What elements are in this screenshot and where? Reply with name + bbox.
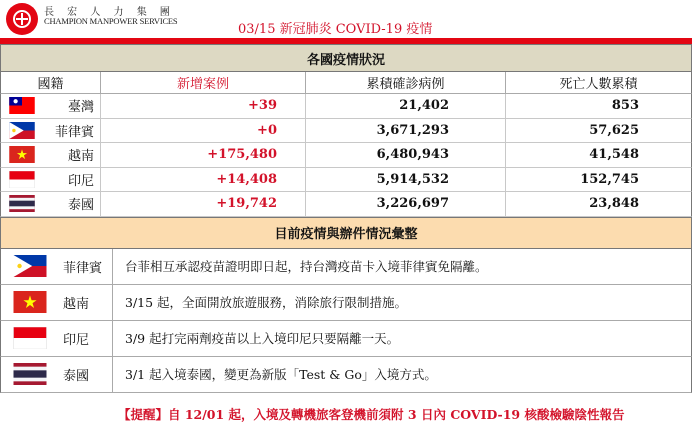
country-name: 印尼 (67, 173, 94, 189)
philippines-flag-icon (13, 255, 47, 277)
policy-text: 3/1 起入境泰國，變更為新版「Test & Go」入境方式。 (125, 367, 437, 382)
policy-country-cell (1, 285, 113, 320)
deaths-value: 57,625 (589, 122, 639, 138)
thailand-flag-icon (13, 363, 47, 385)
policy-country-name: 印尼 (63, 332, 90, 348)
country-name: 泰國 (67, 198, 94, 214)
country-name: 越南 (67, 149, 94, 165)
table-row (0, 94, 692, 119)
new-cases-value: +14,408 (101, 168, 306, 192)
logo-mark-icon (11, 8, 33, 30)
policy-row (0, 357, 692, 393)
table-row (0, 168, 692, 193)
new-cases-value: +175,480 (101, 143, 306, 167)
page-title: 03/15 新冠肺炎 COVID-19 疫情 (238, 22, 433, 37)
new-cases-value: +39 (101, 94, 306, 118)
new-cases-value: +0 (101, 119, 306, 143)
cumulative-cases-value: 5,914,532 (306, 168, 506, 192)
brand-name-chinese: 長 宏 人 力 集 團 (44, 7, 175, 18)
company-logo (6, 3, 38, 35)
covid-stats-table (0, 44, 692, 393)
policy-country-name: 越南 (63, 296, 90, 312)
cumulative-cases-value: 3,671,293 (306, 119, 506, 143)
page-header (0, 0, 692, 40)
table-row (0, 119, 692, 144)
column-header-deaths: 死亡人數累積 (559, 77, 638, 92)
cumulative-cases-value: 6,480,943 (306, 143, 506, 167)
policy-text: 3/15 起，全面開放旅遊服務，消除旅行限制措施。 (125, 295, 408, 310)
deaths-value: 41,548 (589, 147, 639, 163)
policy-row (0, 249, 692, 285)
thailand-flag-icon (9, 195, 35, 212)
philippines-flag-icon (9, 122, 35, 139)
table-row (0, 143, 692, 168)
table-row (0, 192, 692, 217)
policy-text: 台菲相互承認疫苗證明即日起，持台灣疫苗卡入境菲律賓免隔離。 (125, 259, 488, 274)
policy-row (0, 321, 692, 357)
deaths-value: 853 (611, 98, 639, 114)
new-cases-value: +19,742 (101, 192, 306, 216)
cumulative-cases-value: 21,402 (306, 94, 506, 118)
column-header-cumulative: 累積確診病例 (306, 72, 506, 93)
footer-reminder: 【提醒】自 12/01 起，入境及轉機旅客登機前須附 3 日內 COVID-19 核酸檢驗陰性報告 (118, 407, 625, 422)
policy-country-cell (1, 249, 113, 284)
country-name: 臺灣 (67, 100, 94, 116)
country-cell (1, 168, 101, 192)
country-cell (1, 143, 101, 167)
cumulative-cases-value: 3,226,697 (306, 192, 506, 216)
stats-section-title: 各國疫情狀況 (0, 44, 692, 72)
country-name: 菲律賓 (54, 124, 94, 140)
policy-country-cell (1, 321, 113, 356)
indonesia-flag-icon (13, 327, 47, 349)
policy-country-name: 泰國 (63, 368, 90, 384)
deaths-value: 152,745 (580, 171, 639, 187)
vietnam-flag-icon (9, 146, 35, 163)
policy-country-name: 菲律賓 (63, 260, 103, 276)
brand-name-english: CHAMPION MANPOWER SERVICES (44, 16, 178, 26)
country-cell (1, 119, 101, 143)
policy-country-cell (1, 357, 113, 392)
indonesia-flag-icon (9, 171, 35, 188)
country-cell (1, 94, 101, 118)
vietnam-flag-icon (13, 291, 47, 313)
policy-row (0, 285, 692, 321)
taiwan-flag-icon (9, 97, 35, 114)
deaths-value: 23,848 (589, 196, 639, 212)
country-cell (1, 192, 101, 216)
column-header-country: 國籍 (1, 72, 101, 93)
policy-text: 3/9 起打完兩劑疫苗以上入境印尼只要隔離一天。 (125, 331, 400, 346)
stats-column-headers (0, 72, 692, 94)
column-header-new-cases: 新增案例 (101, 72, 306, 93)
policies-section-title: 目前疫情與辦件情況彙整 (0, 217, 692, 249)
